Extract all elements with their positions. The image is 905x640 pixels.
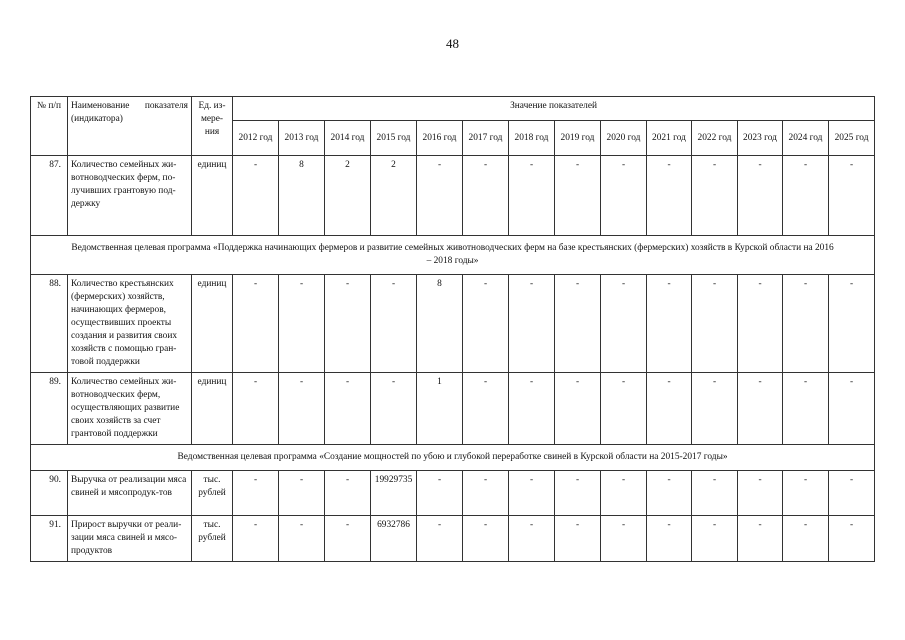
value-cell: - bbox=[738, 515, 783, 561]
value-cell: - bbox=[601, 274, 647, 372]
value-cell: 19929735 bbox=[371, 470, 417, 515]
program-heading-row bbox=[31, 236, 875, 275]
table-row bbox=[31, 470, 875, 515]
program-title: Ведомственная целевая программа «Создание мощностей по убою и глубокой переработке свиней в Курской области на 2015-2017 годы» bbox=[31, 444, 875, 470]
header-num: № п/п bbox=[31, 97, 68, 156]
value-cell: - bbox=[647, 372, 692, 444]
value-cell: - bbox=[555, 470, 601, 515]
value-cell: - bbox=[829, 372, 875, 444]
value-cell: - bbox=[738, 372, 783, 444]
table-row bbox=[31, 274, 875, 372]
page-number: 48 bbox=[446, 36, 459, 51]
value-cell: - bbox=[601, 156, 647, 236]
value-cell: - bbox=[601, 372, 647, 444]
value-cell: - bbox=[417, 156, 463, 236]
indicator-name: Количество семейных жи-вотноводческих ферм, осуществляющих развитие своих хозяйств за счет грантовой поддержки bbox=[68, 372, 192, 444]
value-cell: - bbox=[233, 156, 279, 236]
header-year: 2025 год bbox=[829, 121, 875, 156]
table-body bbox=[31, 156, 875, 562]
value-cell: - bbox=[555, 372, 601, 444]
value-cell: - bbox=[233, 470, 279, 515]
value-cell: - bbox=[783, 372, 829, 444]
value-cell: - bbox=[601, 515, 647, 561]
value-cell: - bbox=[233, 274, 279, 372]
value-cell: - bbox=[783, 470, 829, 515]
header-year: 2015 год bbox=[371, 121, 417, 156]
table-row bbox=[31, 156, 875, 236]
value-cell: - bbox=[829, 515, 875, 561]
value-cell: - bbox=[463, 372, 509, 444]
value-cell: - bbox=[738, 274, 783, 372]
value-cell: - bbox=[509, 156, 555, 236]
program-title: Ведомственная целевая программа «Поддержка начинающих фермеров и развитие семейных животноводческих ферм на базе крестьянских (фермерских) хозяйств в Курской области на 2016 – 2018 годы» bbox=[31, 236, 875, 275]
value-cell: - bbox=[463, 515, 509, 561]
value-cell: - bbox=[371, 372, 417, 444]
value-cell: - bbox=[692, 372, 738, 444]
value-cell: - bbox=[555, 156, 601, 236]
table-row bbox=[31, 372, 875, 444]
indicators-table bbox=[30, 96, 875, 562]
value-cell: - bbox=[463, 156, 509, 236]
unit-cell: тыс. рублей bbox=[192, 470, 233, 515]
header-year: 2024 год bbox=[783, 121, 829, 156]
value-cell: - bbox=[647, 515, 692, 561]
header-values-title: Значение показателей bbox=[233, 97, 875, 121]
header-year: 2022 год bbox=[692, 121, 738, 156]
value-cell: - bbox=[738, 470, 783, 515]
value-cell: 8 bbox=[279, 156, 325, 236]
row-number: 87. bbox=[31, 156, 68, 236]
header-year: 2019 год bbox=[555, 121, 601, 156]
header-year: 2017 год bbox=[463, 121, 509, 156]
value-cell: - bbox=[692, 470, 738, 515]
value-cell: - bbox=[829, 156, 875, 236]
value-cell: 1 bbox=[417, 372, 463, 444]
value-cell: - bbox=[325, 515, 371, 561]
value-cell: - bbox=[647, 156, 692, 236]
value-cell: - bbox=[509, 515, 555, 561]
value-cell: - bbox=[509, 274, 555, 372]
value-cell: - bbox=[647, 274, 692, 372]
value-cell: - bbox=[279, 470, 325, 515]
value-cell: - bbox=[371, 274, 417, 372]
value-cell: - bbox=[417, 515, 463, 561]
value-cell: - bbox=[509, 470, 555, 515]
unit-cell: единиц bbox=[192, 274, 233, 372]
value-cell: - bbox=[783, 156, 829, 236]
value-cell: - bbox=[783, 274, 829, 372]
unit-cell: единиц bbox=[192, 372, 233, 444]
table-row bbox=[31, 515, 875, 561]
value-cell: - bbox=[647, 470, 692, 515]
header-year: 2021 год bbox=[647, 121, 692, 156]
indicator-name: Количество семейных жи-вотноводческих ферм, по-лучивших грантовую под-держку bbox=[68, 156, 192, 236]
value-cell: - bbox=[509, 372, 555, 444]
value-cell: - bbox=[692, 515, 738, 561]
row-number: 89. bbox=[31, 372, 68, 444]
program-heading-row bbox=[31, 444, 875, 470]
header-unit: Ед. из-мере-ния bbox=[192, 97, 233, 156]
indicator-name: Количество крестьянских (фермерских) хозяйств, начинающих фермеров, осуществивших проекты создания и развития своих хозяйств с помощью гран-товой поддержки bbox=[68, 274, 192, 372]
value-cell: - bbox=[325, 372, 371, 444]
header-year: 2023 год bbox=[738, 121, 783, 156]
value-cell: - bbox=[325, 470, 371, 515]
value-cell: - bbox=[279, 515, 325, 561]
value-cell: 6932786 bbox=[371, 515, 417, 561]
value-cell: - bbox=[279, 372, 325, 444]
value-cell: - bbox=[325, 274, 371, 372]
value-cell: - bbox=[233, 515, 279, 561]
header-indicator-name: Наименование показателя (индикатора) bbox=[68, 97, 192, 156]
header-year: 2018 год bbox=[509, 121, 555, 156]
header-year: 2016 год bbox=[417, 121, 463, 156]
value-cell: 8 bbox=[417, 274, 463, 372]
value-cell: - bbox=[601, 470, 647, 515]
value-cell: - bbox=[233, 372, 279, 444]
header-year: 2013 год bbox=[279, 121, 325, 156]
value-cell: - bbox=[279, 274, 325, 372]
value-cell: 2 bbox=[371, 156, 417, 236]
indicator-name: Прирост выручки от реали-зации мяса свиней и мясо-продуктов bbox=[68, 515, 192, 561]
header-year: 2012 год bbox=[233, 121, 279, 156]
value-cell: - bbox=[829, 274, 875, 372]
value-cell: - bbox=[829, 470, 875, 515]
header-year: 2014 год bbox=[325, 121, 371, 156]
value-cell: - bbox=[783, 515, 829, 561]
value-cell: - bbox=[463, 274, 509, 372]
row-number: 88. bbox=[31, 274, 68, 372]
value-cell: - bbox=[555, 515, 601, 561]
unit-cell: тыс. рублей bbox=[192, 515, 233, 561]
value-cell: 2 bbox=[325, 156, 371, 236]
indicator-name: Выручка от реализации мяса свиней и мясопродук-тов bbox=[68, 470, 192, 515]
value-cell: - bbox=[692, 274, 738, 372]
row-number: 91. bbox=[31, 515, 68, 561]
value-cell: - bbox=[417, 470, 463, 515]
row-number: 90. bbox=[31, 470, 68, 515]
header-year: 2020 год bbox=[601, 121, 647, 156]
value-cell: - bbox=[692, 156, 738, 236]
value-cell: - bbox=[738, 156, 783, 236]
value-cell: - bbox=[555, 274, 601, 372]
unit-cell: единиц bbox=[192, 156, 233, 236]
value-cell: - bbox=[463, 470, 509, 515]
